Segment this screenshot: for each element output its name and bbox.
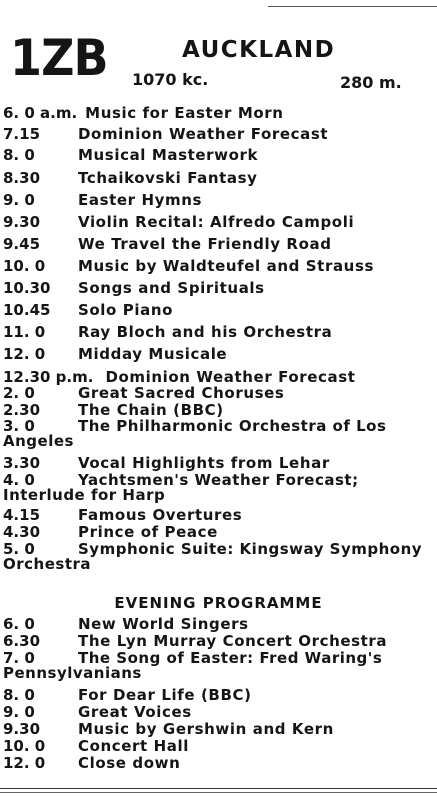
entry-time: 10.45 <box>3 301 51 319</box>
entry-time: 6. 0 a.m. <box>3 104 78 122</box>
programme-entry <box>3 525 433 540</box>
entry-title: Great Voices <box>78 703 192 721</box>
entry-title: Music for Easter Morn <box>85 104 284 122</box>
entry-title: Concert Hall <box>78 737 190 755</box>
entry-title: Easter Hymns <box>78 191 203 209</box>
programme-entry <box>3 193 433 208</box>
programme-entry <box>3 259 433 274</box>
programme-entry <box>3 281 433 296</box>
entry-time: 3. 0 <box>3 417 35 435</box>
entry-time: 4.30 <box>3 523 41 541</box>
entry-time: 8. 0 <box>3 686 35 704</box>
entry-time: 7. 0 <box>3 649 35 667</box>
programme-entry <box>3 722 433 737</box>
entry-title: We Travel the Friendly Road <box>78 235 332 253</box>
station-wavelength: 280 m. <box>340 73 402 92</box>
entry-title: For Dear Life (BBC) <box>78 686 252 704</box>
programme-entry <box>3 303 433 318</box>
entry-time: 10. 0 <box>3 257 46 275</box>
bottom-rule <box>0 792 437 793</box>
programme-entry <box>3 403 433 418</box>
entry-title: The Lyn Murray Concert Orchestra <box>78 632 388 650</box>
entry-title: Dominion Weather Forecast <box>78 125 329 143</box>
station-city: AUCKLAND <box>182 37 336 63</box>
entry-title: Yachtsmen's Weather Forecast; Interlude for Harp <box>3 471 359 504</box>
entry-title: Musical Masterwork <box>78 146 259 164</box>
entry-time: 2.30 <box>3 401 41 419</box>
entry-time: 9.30 <box>3 213 41 231</box>
entry-title: Music by Waldteufel and Strauss <box>78 257 375 275</box>
entry-time: 8.30 <box>3 169 41 187</box>
evening-programme-heading: EVENING PROGRAMME <box>114 594 323 612</box>
entry-title: Violin Recital: Alfredo Campoli <box>78 213 355 231</box>
entry-time: 9.45 <box>3 235 41 253</box>
entry-title: Midday Musicale <box>78 345 228 363</box>
entry-title: Great Sacred Choruses <box>78 384 285 402</box>
top-rule <box>268 6 437 7</box>
entry-time: 10.30 <box>3 279 51 297</box>
entry-time: 6.30 <box>3 632 41 650</box>
programme-entry <box>3 419 433 448</box>
programme-entry <box>3 148 433 163</box>
entry-title: Prince of Peace <box>78 523 218 541</box>
entry-time: 5. 0 <box>3 540 35 558</box>
programme-entry <box>3 688 433 703</box>
entry-time: 7.15 <box>3 125 41 143</box>
station-callsign: 1ZB <box>10 29 108 87</box>
station-frequency: 1070 kc. <box>132 70 209 89</box>
entry-title: The Philharmonic Orchestra of Los Angeles <box>3 417 387 450</box>
entry-time: 12. 0 <box>3 345 46 363</box>
entry-time: 2. 0 <box>3 384 35 402</box>
entry-time: 9.30 <box>3 720 41 738</box>
entry-title: Dominion Weather Forecast <box>105 368 356 386</box>
entry-title: Songs and Spirituals <box>78 279 265 297</box>
entry-title: Ray Bloch and his Orchestra <box>78 323 333 341</box>
entry-title: Symphonic Suite: Kingsway Symphony Orchestra <box>3 540 423 573</box>
entry-time: 12.30 p.m. <box>3 368 94 386</box>
programme-entry <box>3 634 433 649</box>
programme-entry <box>3 473 433 502</box>
entry-title: Vocal Highlights from Lehar <box>78 454 330 472</box>
programme-entry <box>3 508 433 523</box>
entry-time: 9. 0 <box>3 703 35 721</box>
entry-title: Tchaikovski Fantasy <box>78 169 258 187</box>
programme-entry <box>3 127 433 142</box>
bottom-rule <box>0 788 437 789</box>
programme-entry <box>3 386 433 401</box>
entry-time: 6. 0 <box>3 615 35 633</box>
entry-title: The Song of Easter: Fred Waring's Pennsylvanians <box>3 649 383 682</box>
entry-time: 3.30 <box>3 454 41 472</box>
programme-entry <box>3 705 433 720</box>
programme-entry <box>3 456 433 471</box>
entry-time: 4.15 <box>3 506 41 524</box>
entry-title: New World Singers <box>78 615 249 633</box>
entry-time: 4. 0 <box>3 471 35 489</box>
programme-entry <box>3 215 433 230</box>
programme-entry <box>3 542 433 571</box>
programme-entry <box>3 756 433 771</box>
programme-entry <box>3 370 433 385</box>
programme-entry <box>3 617 433 632</box>
programme-entry <box>3 106 433 121</box>
programme-entry <box>3 325 433 340</box>
entry-time: 10. 0 <box>3 737 46 755</box>
entry-title: Solo Piano <box>78 301 174 319</box>
entry-time: 12. 0 <box>3 754 46 772</box>
entry-title: Music by Gershwin and Kern <box>78 720 334 738</box>
entry-title: The Chain (BBC) <box>78 401 224 419</box>
entry-title: Close down <box>78 754 181 772</box>
entry-time: 11. 0 <box>3 323 46 341</box>
entry-title: Famous Overtures <box>78 506 243 524</box>
programme-entry <box>3 347 433 362</box>
programme-entry <box>3 739 433 754</box>
entry-time: 9. 0 <box>3 191 35 209</box>
programme-entry <box>3 237 433 252</box>
entry-time: 8. 0 <box>3 146 35 164</box>
programme-entry <box>3 171 433 186</box>
programme-entry <box>3 651 433 680</box>
